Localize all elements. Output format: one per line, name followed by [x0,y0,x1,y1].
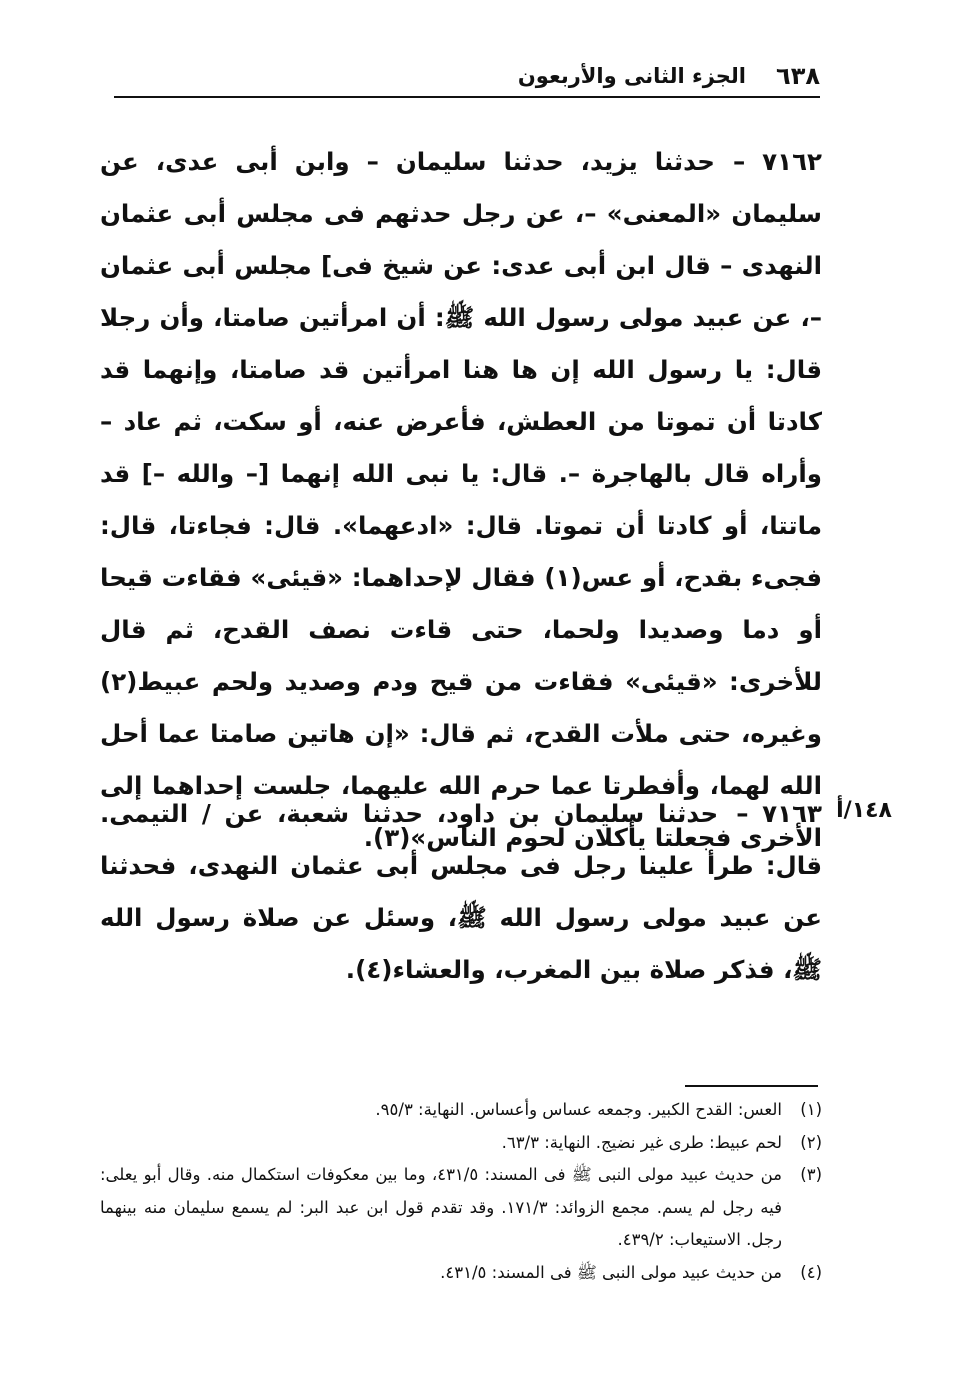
hadith-number: ٧١٦٢ – [732,147,822,176]
footnote-marker: (١) [800,1100,822,1119]
footnote-marker: (٤) [800,1262,822,1282]
footnote [100,1127,822,1160]
footnote-marker: (٣) [800,1165,822,1184]
page-number: ٦٣٨ [776,62,820,90]
hadith-number: ٧١٦٣ – [736,799,822,828]
footnote-text: من حديث عبيد مولى النبى ﷺ فى المسند: ٤٣١/٥، وما بين معكوفات استكمال منه. وقال أبو يعلى: فيه رجل لم يسم. مجمع الزوائد: ١٧١/٣. وقد تقدم قول ابن عبد البر: لم يسمع سليمان منه بينهما رجل. الاستيعاب: ٤٣٩/٢. [100,1165,782,1249]
footnote-text: من حديث عبيد مولى النبى ﷺ فى المسند: ٤٣١/٥. [440,1262,782,1282]
hadith-text: حدثنا يزيد، حدثنا سليمان – وابن أبى عدى، عن سليمان «المعنى» –، عن رجل حدثهم فى مجلس أبى عثمان النهدى – قال ابن أبى عدى: عن شيخ فى] مجلس أبى عثمان –، عن عبيد مولى رسول الله ﷺ: أن امرأتين صامتا، وأن رجلا قال: يا رسول الله إن ها هنا امرأتين قد صامتا، وإنهما قد كادتا أن تموتا من العطش، فأعرض عنه، أو سكت، ثم عاد – وأراه قال بالهاجرة –. قال: يا نبى الله إنهما [– والله –] قد ماتتا، أو كادتا أن تموتا. قال: «ادعهما». قال: فجاءتا، قال: فجىء بقدح، أو عس(١) فقال لإحداهما: «قيئى» فقاءت قيحا أو دما وصديدا ولحما، حتى قاءت نصف القدح، ثم قال للأخرى: «قيئى» فقاءت من قيح ودم وصديد ولحم عبيط(٢) وغيره، حتى ملأت القدح، ثم قال: «إن هاتين صامتا عما أحل الله لهما، وأفطرتا عما حرم الله عليهما، جلست إحداهما إلى الأخرى فجعلتا يأكلان لحوم الناس»(٣). [100,147,822,852]
manuscript-folio-ref: ١٤٨/أ [836,798,892,823]
footnote-text: لحم عبيط: طرى غير نضيج. النهاية: ٦٣/٣. [501,1132,782,1152]
footnote-text: العس: القدح الكبير. وجمعه عساس وأعساس. النهاية: ٩٥/٣. [375,1100,782,1119]
footnotes [100,1094,822,1289]
hadith-text: حدثنا سليمان بن داود، حدثنا شعبة، عن / التيمى. قال: طرأ علينا رجل فى مجلس أبى عثمان النهدى، فحدثنا عن عبيد مولى رسول الله ﷺ، وسئل عن صلاة رسول الله ﷺ، فذكر صلاة بين المغرب، والعشاء(٤). [100,799,822,984]
page-header [114,58,820,98]
hadith-7163 [100,788,822,996]
footnote [100,1159,822,1257]
footnote [100,1257,822,1290]
footnote-marker: (٢) [800,1132,822,1152]
footnote [100,1094,822,1127]
hadith-7162 [100,136,822,864]
running-title: الجزء الثانى والأربعون [517,64,746,88]
footnote-divider [685,1085,818,1087]
